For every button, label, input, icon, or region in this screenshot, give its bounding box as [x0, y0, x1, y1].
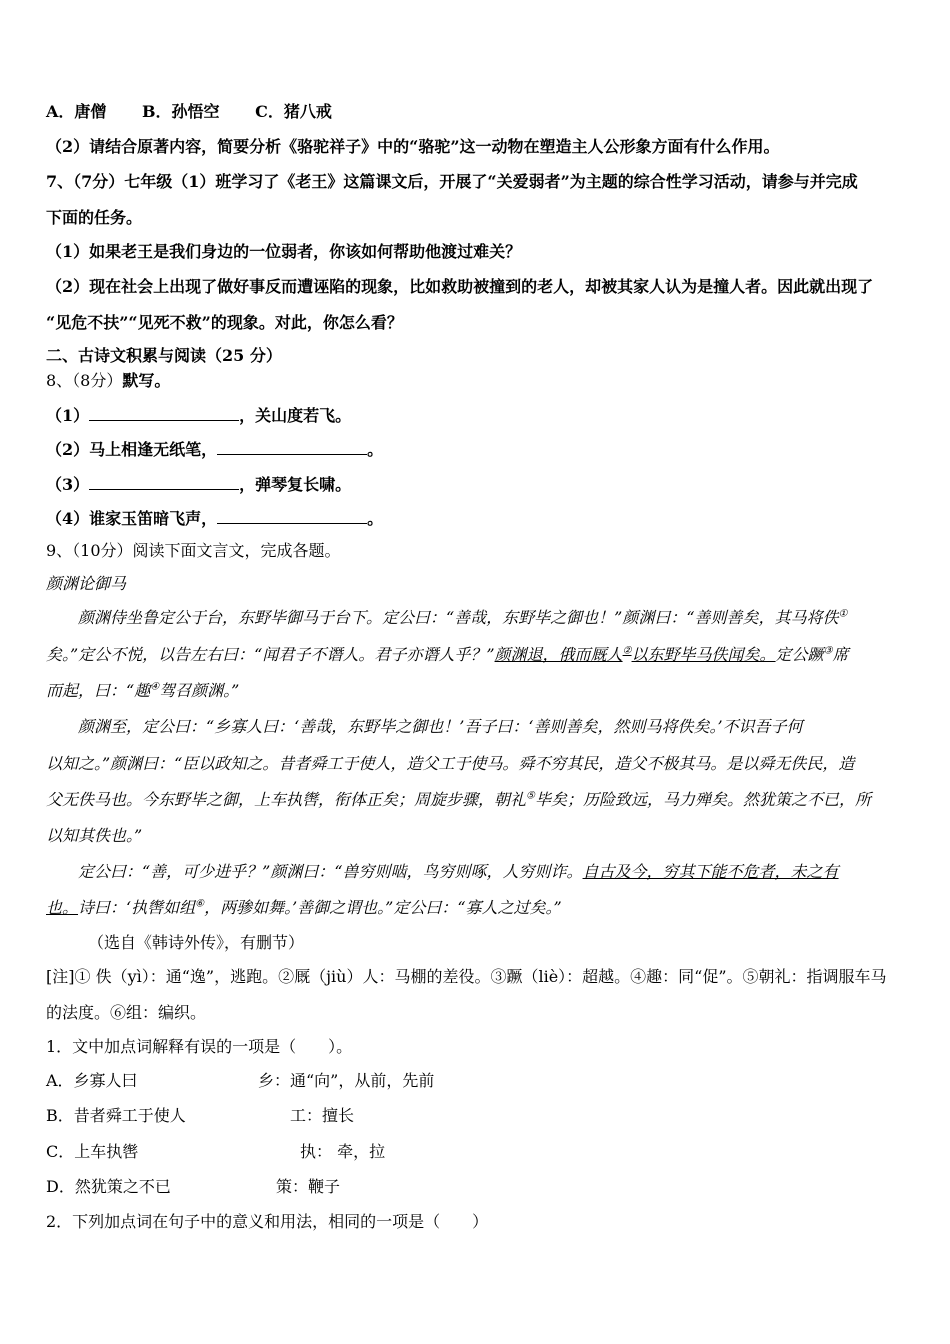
fill-blank[interactable]: [89, 474, 239, 490]
option-explanation: 工：擅长: [290, 1106, 355, 1125]
q7-sub1: （1）如果老王是我们身边的一位弱者，你该如何帮助他渡过难关？: [46, 242, 522, 261]
q6-option-b: B．孙悟空: [142, 102, 220, 121]
q8-item-text: 马上相逢无纸笔，: [89, 440, 218, 459]
footnote-mark: ④: [150, 681, 160, 693]
option-explanation: 乡：通“向”，从前，先前: [258, 1071, 435, 1090]
fill-blank[interactable]: [217, 508, 367, 524]
footnote-mark: ②: [622, 645, 632, 657]
q6-option-c: C．猪八戒: [255, 102, 332, 121]
passage-text: 定公蹶: [775, 645, 824, 664]
q8-item-text: 。: [367, 509, 384, 528]
underlined-text: 以东野毕马佚闻矣。: [631, 645, 776, 664]
q8-item-3: [46, 474, 351, 495]
q8-item-4: [46, 508, 383, 529]
passage-text: 诗曰：‘执辔如组: [78, 898, 196, 917]
q8-item-1: [46, 405, 351, 426]
q8-item-num: （4）: [46, 509, 90, 528]
q8-stem-text: 默写。: [122, 371, 171, 390]
q7-stem-line2: 下面的任务。: [46, 208, 143, 227]
sq1-option-a[interactable]: [46, 1071, 435, 1091]
option-label: B．昔者舜工于使人: [46, 1106, 186, 1125]
passage-text: 颜渊侍坐鲁定公于台，东野毕御马于台下。定公曰：“善哉，东野毕之御也！”颜渊曰：“善则善矣，其马将佚: [78, 608, 839, 627]
underlined-text: 颜渊退，俄而厩人: [494, 645, 623, 664]
footnote-mark: ③: [823, 645, 833, 657]
option-explanation: 策：鞭子: [276, 1177, 341, 1196]
q8-stem-prefix: 8、（8分）: [46, 371, 123, 390]
q8-item-num: （3）: [46, 475, 90, 494]
underlined-text: 也。: [46, 898, 79, 917]
passage-text: 矣。”定公不悦，以告左右曰：“闻君子不谮人。君子亦谮人乎？”: [46, 645, 495, 664]
option-label: C．上车执辔: [46, 1142, 139, 1161]
notes-line2: 的法度。⑥组：编织。: [46, 1003, 207, 1022]
passage-text: 定公曰：“善，可少进乎？”颜渊曰：“兽穷则啮，鸟穷则啄，人穷则诈。: [78, 862, 583, 881]
sq1-option-c[interactable]: [46, 1142, 386, 1162]
q8-item-text: 。: [367, 440, 384, 459]
q8-item-num: （1）: [46, 406, 90, 425]
fill-blank[interactable]: [89, 405, 239, 421]
q8-stem: [46, 371, 170, 391]
sq1-option-b[interactable]: [46, 1106, 355, 1126]
option-explanation: 执： 牵，拉: [300, 1142, 386, 1161]
q7-stem-line1: 7、（7分）七年级（1）班学习了《老王》这篇课文后，开展了“关爱弱者”为主题的综合性学习活动，请参与并完成: [46, 172, 858, 191]
passage-p2-line1: 颜渊至，定公曰：“乡寡人曰：‘善哉，东野毕之御也！’吾子曰：‘善则善矣，然则马将佚矣。’不识吾子何: [78, 717, 803, 736]
passage-p2-line4: 以知其佚也。”: [46, 826, 143, 845]
passage-title: 颜渊论御马: [46, 574, 127, 593]
q6-sub2: （2）请结合原著内容，简要分析《骆驼祥子》中的“骆驼”这一动物在塑造主人公形象方面有什么作用。: [46, 137, 780, 156]
passage-p3-line2: [46, 898, 562, 918]
passage-text: 父无佚马也。今东野毕之御，上车执辔，衔体正矣；周旋步骤，朝礼: [46, 790, 527, 809]
q8-item-2: [46, 439, 383, 460]
passage-text: ，两骖如舞。’善御之谓也。”定公曰：“寡人之过矣。”: [204, 898, 562, 917]
footnote-mark: ①: [838, 608, 848, 620]
passage-p3-line1: [78, 862, 839, 882]
sq1-stem: 1．文中加点词解释有误的一项是（ ）。: [46, 1037, 353, 1056]
q9-stem: 9、（10分）阅读下面文言文，完成各题。: [46, 541, 341, 560]
passage-p1-line2: [46, 645, 849, 665]
passage-text: 毕矣；历险致远，马力殚矣。然犹策之不已，所: [534, 790, 871, 809]
option-label: A．乡寡人曰: [46, 1071, 138, 1090]
q8-item-text: ，关山度若飞。: [239, 406, 352, 425]
q8-item-text: ，弹琴复长啸。: [239, 475, 352, 494]
passage-text: 驾召颜渊。”: [159, 681, 240, 700]
q6-option-a: A．唐僧: [46, 102, 107, 121]
q7-sub2-line2: “见危不扶”“见死不救”的现象。对此，你怎么看？: [46, 313, 403, 332]
option-label: D．然犹策之不已: [46, 1177, 171, 1196]
passage-p1-line1: [78, 608, 848, 628]
sq2-stem: 2．下列加点词在句子中的意义和用法，相同的一项是（ ）: [46, 1212, 489, 1231]
underlined-text: 自古及今，穷其下能不危者，未之有: [582, 862, 839, 881]
passage-p1-line3: [46, 681, 239, 701]
passage-source: （选自《韩诗外传》，有删节）: [88, 933, 305, 952]
passage-text: 席: [832, 645, 849, 664]
footnote-mark: ⑤: [526, 790, 535, 802]
fill-blank[interactable]: [217, 439, 367, 455]
q8-item-num: （2）: [46, 440, 90, 459]
q8-item-text: 谁家玉笛暗飞声，: [89, 509, 218, 528]
notes-line1: [注]① 佚（yì）：通“逸”，逃跑。②厩（jiù）人：马棚的差役。③蹶（liè）：超越。④趣：同“促”。⑤朝礼：指调服车马: [46, 967, 887, 986]
sq1-option-d[interactable]: [46, 1177, 341, 1197]
section-heading: 二、古诗文积累与阅读（25 分）: [46, 346, 282, 365]
footnote-mark: ⑥: [195, 898, 205, 910]
passage-p2-line2: 以知之。”颜渊曰：“臣以政知之。昔者舜工于使人，造父工于使马。舜不穷其民，造父不极其马。是以舜无佚民，造: [46, 754, 855, 773]
passage-text: 而起，曰：“趣: [46, 681, 151, 700]
q7-sub2-line1: （2）现在社会上出现了做好事反而遭诬陷的现象，比如救助被撞到的老人，却被其家人认为是撞人者。因此就出现了: [46, 277, 874, 296]
q6-options: [46, 102, 332, 122]
passage-p2-line3: [46, 790, 871, 810]
